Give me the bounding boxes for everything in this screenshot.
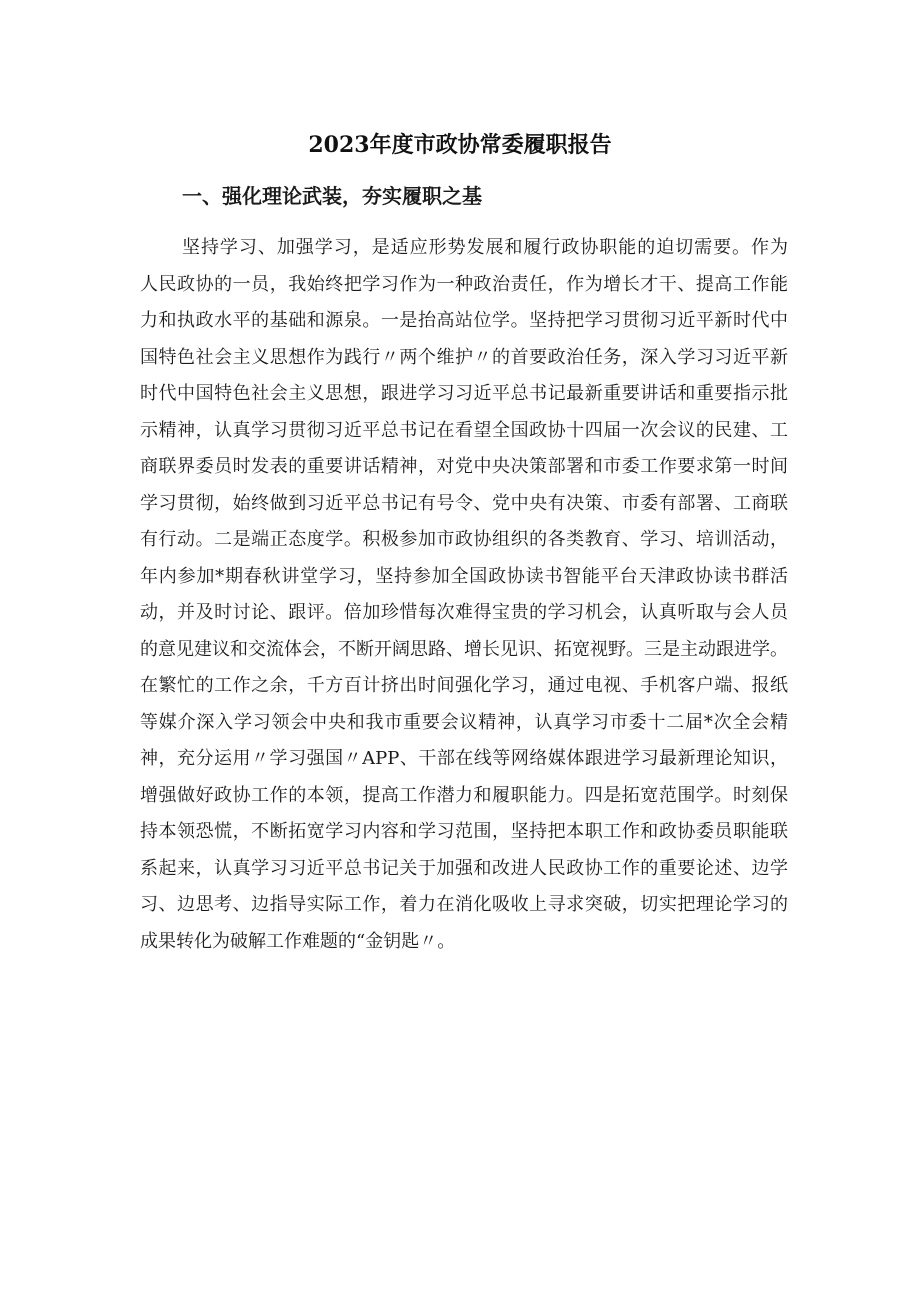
- paragraph-line: 等媒介深入学习领会中央和我市重要会议精神，认真学习市委十二届*次全会精: [140, 711, 788, 733]
- paragraph-line: 系起来，认真学习习近平总书记关于加强和改进人民政协工作的重要论述、边学: [140, 857, 788, 879]
- paragraph-line: 增强做好政协工作的本领，提高工作潜力和履职能力。四是拓宽范围学。时刻保: [140, 784, 788, 806]
- section-heading: 一、强化理论武装，夯实履职之基: [182, 184, 482, 208]
- paragraph-line: 坚持学习、加强学习，是适应形势发展和履行政协职能的迫切需要。作为: [182, 237, 788, 258]
- paragraph-line: 有行动。二是端正态度学。积极参加市政协组织的各类教育、学习、培训活动，: [140, 529, 788, 550]
- document-title: 2023年度市政协常委履职报告: [308, 132, 612, 158]
- paragraph-line: 持本领恐慌，不断拓宽学习内容和学习范围，坚持把本职工作和政协委员职能联: [140, 821, 788, 842]
- paragraph-line: 商联界委员时发表的重要讲话精神，对党中央决策部署和市委工作要求第一时间: [140, 456, 788, 477]
- paragraph-line: 学习贯彻，始终做到习近平总书记有号令、党中央有决策、市委有部署、工商联: [140, 492, 788, 514]
- paragraph-line: 人民政协的一员，我始终把学习作为一种政治责任，作为增长才干、提高工作能: [140, 273, 788, 295]
- paragraph-line: 国特色社会主义思想作为践行〃两个维护〃的首要政治任务，深入学习习近平新: [140, 346, 788, 368]
- paragraph-line: 时代中国特色社会主义思想，跟进学习习近平总书记最新重要讲话和重要指示批: [140, 383, 788, 404]
- paragraph-line: 示精神，认真学习贯彻习近平总书记在看望全国政协十四届一次会议的民建、工: [140, 419, 788, 441]
- paragraph-line: 年内参加*期春秋讲堂学习，坚持参加全国政协读书智能平台天津政协读书群活: [140, 565, 788, 587]
- body-paragraph: [140, 230, 788, 960]
- paragraph-line: 成果转化为破解工作难题的“金钥匙〃。: [140, 930, 456, 952]
- paragraph-line: 的意见建议和交流体会，不断开阔思路、增长见识、拓宽视野。三是主动跟进学。: [140, 638, 788, 660]
- paragraph-line: 在繁忙的工作之余，千方百计挤出时间强化学习，通过电视、手机客户端、报纸: [140, 675, 788, 696]
- paragraph-line: 习、边思考、边指导实际工作，着力在消化吸收上寻求突破，切实把理论学习的: [140, 894, 788, 915]
- paragraph-line: 力和执政水平的基础和源泉。一是抬高站位学。坚持把学习贯彻习近平新时代中: [140, 310, 788, 331]
- paragraph-line: 动，并及时讨论、跟评。倍加珍惜每次难得宝贵的学习机会，认真听取与会人员: [140, 602, 788, 623]
- paragraph-line: 神，充分运用〃学习强国〃APP、干部在线等网络媒体跟进学习最新理论知识，: [140, 748, 788, 769]
